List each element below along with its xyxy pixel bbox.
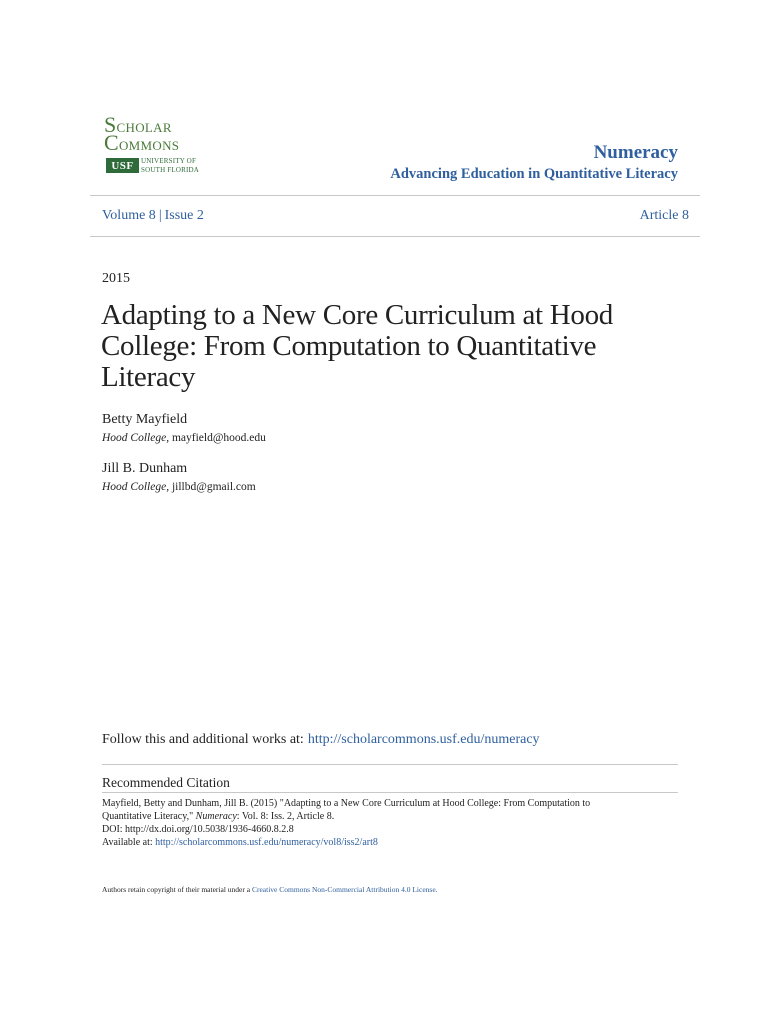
citation-block	[102, 797, 662, 849]
follow-text: Follow this and additional works at:	[102, 732, 304, 747]
author-affiliation	[102, 481, 256, 493]
usf-university-line2: SOUTH FLORIDA	[141, 165, 200, 174]
article-title: Adapting to a New Core Curriculum at Hood College: From Computation to Quantitative Literacy	[101, 299, 614, 393]
usf-badge: USF	[106, 158, 139, 173]
citation-line: Mayfield, Betty and Dunham, Jill B. (2015) "Adapting to a New Core Curriculum at Hood College: From Computation to	[102, 798, 591, 809]
volume-issue-separator: |	[158, 208, 162, 223]
logo-commons-line	[104, 132, 179, 154]
article-number-link[interactable]: Article 8	[639, 208, 689, 223]
citation-journal: Numeracy	[195, 811, 237, 822]
author-email: , mayfield@hood.edu	[166, 432, 266, 444]
copyright-notice	[102, 885, 438, 894]
header-divider	[90, 195, 700, 196]
citation-available-link[interactable]: http://scholarcommons.usf.edu/numeracy/vol8/iss2/art8	[155, 837, 378, 848]
volume-issue-line	[102, 208, 204, 224]
logo-commons-rest: OMMONS	[118, 138, 180, 153]
usf-university-line1: UNIVERSITY OF	[141, 157, 197, 165]
author-name: Jill B. Dunham	[102, 461, 188, 476]
scholar-commons-logo	[104, 114, 204, 176]
follow-line	[102, 732, 540, 748]
author-name: Betty Mayfield	[102, 412, 188, 427]
recommended-citation-heading: Recommended Citation	[102, 775, 230, 790]
license-link[interactable]: Creative Commons Non-Commercial Attribution 4.0 License.	[251, 885, 438, 894]
citation-available-line	[102, 836, 662, 849]
follow-url-link[interactable]: http://scholarcommons.usf.edu/numeracy	[307, 732, 540, 747]
author-affiliation	[102, 432, 266, 444]
issue-link[interactable]: Issue 2	[164, 208, 204, 223]
journal-subtitle[interactable]: Advancing Education in Quantitative Literacy	[390, 166, 678, 182]
author-email: , jillbd@gmail.com	[166, 481, 256, 493]
author-institution: Hood College	[102, 432, 167, 444]
citation-doi: DOI: http://dx.doi.org/10.5038/1936-4660.8.2.8	[102, 824, 294, 835]
citation-line2-pre: Quantitative Literacy,"	[102, 811, 196, 822]
citation-line2-post: : Vol. 8: Iss. 2, Article 8.	[236, 811, 335, 822]
copyright-text: Authors retain copyright of their material under a	[102, 885, 252, 894]
logo-scholar-rest: CHOLAR	[116, 120, 172, 135]
logo-commons-initial: C	[104, 130, 119, 155]
journal-title[interactable]: Numeracy	[593, 142, 678, 163]
citation-available-label: Available at:	[102, 837, 156, 848]
publication-year: 2015	[102, 271, 130, 286]
usf-university-text	[141, 157, 199, 174]
logo-scholar-initial: S	[104, 112, 117, 137]
citation-divider	[102, 792, 678, 793]
citation-line	[102, 810, 662, 823]
issue-divider	[90, 236, 700, 237]
volume-link[interactable]: Volume 8	[102, 208, 156, 223]
citation-divider-top	[102, 764, 678, 765]
author-institution: Hood College	[102, 481, 167, 493]
